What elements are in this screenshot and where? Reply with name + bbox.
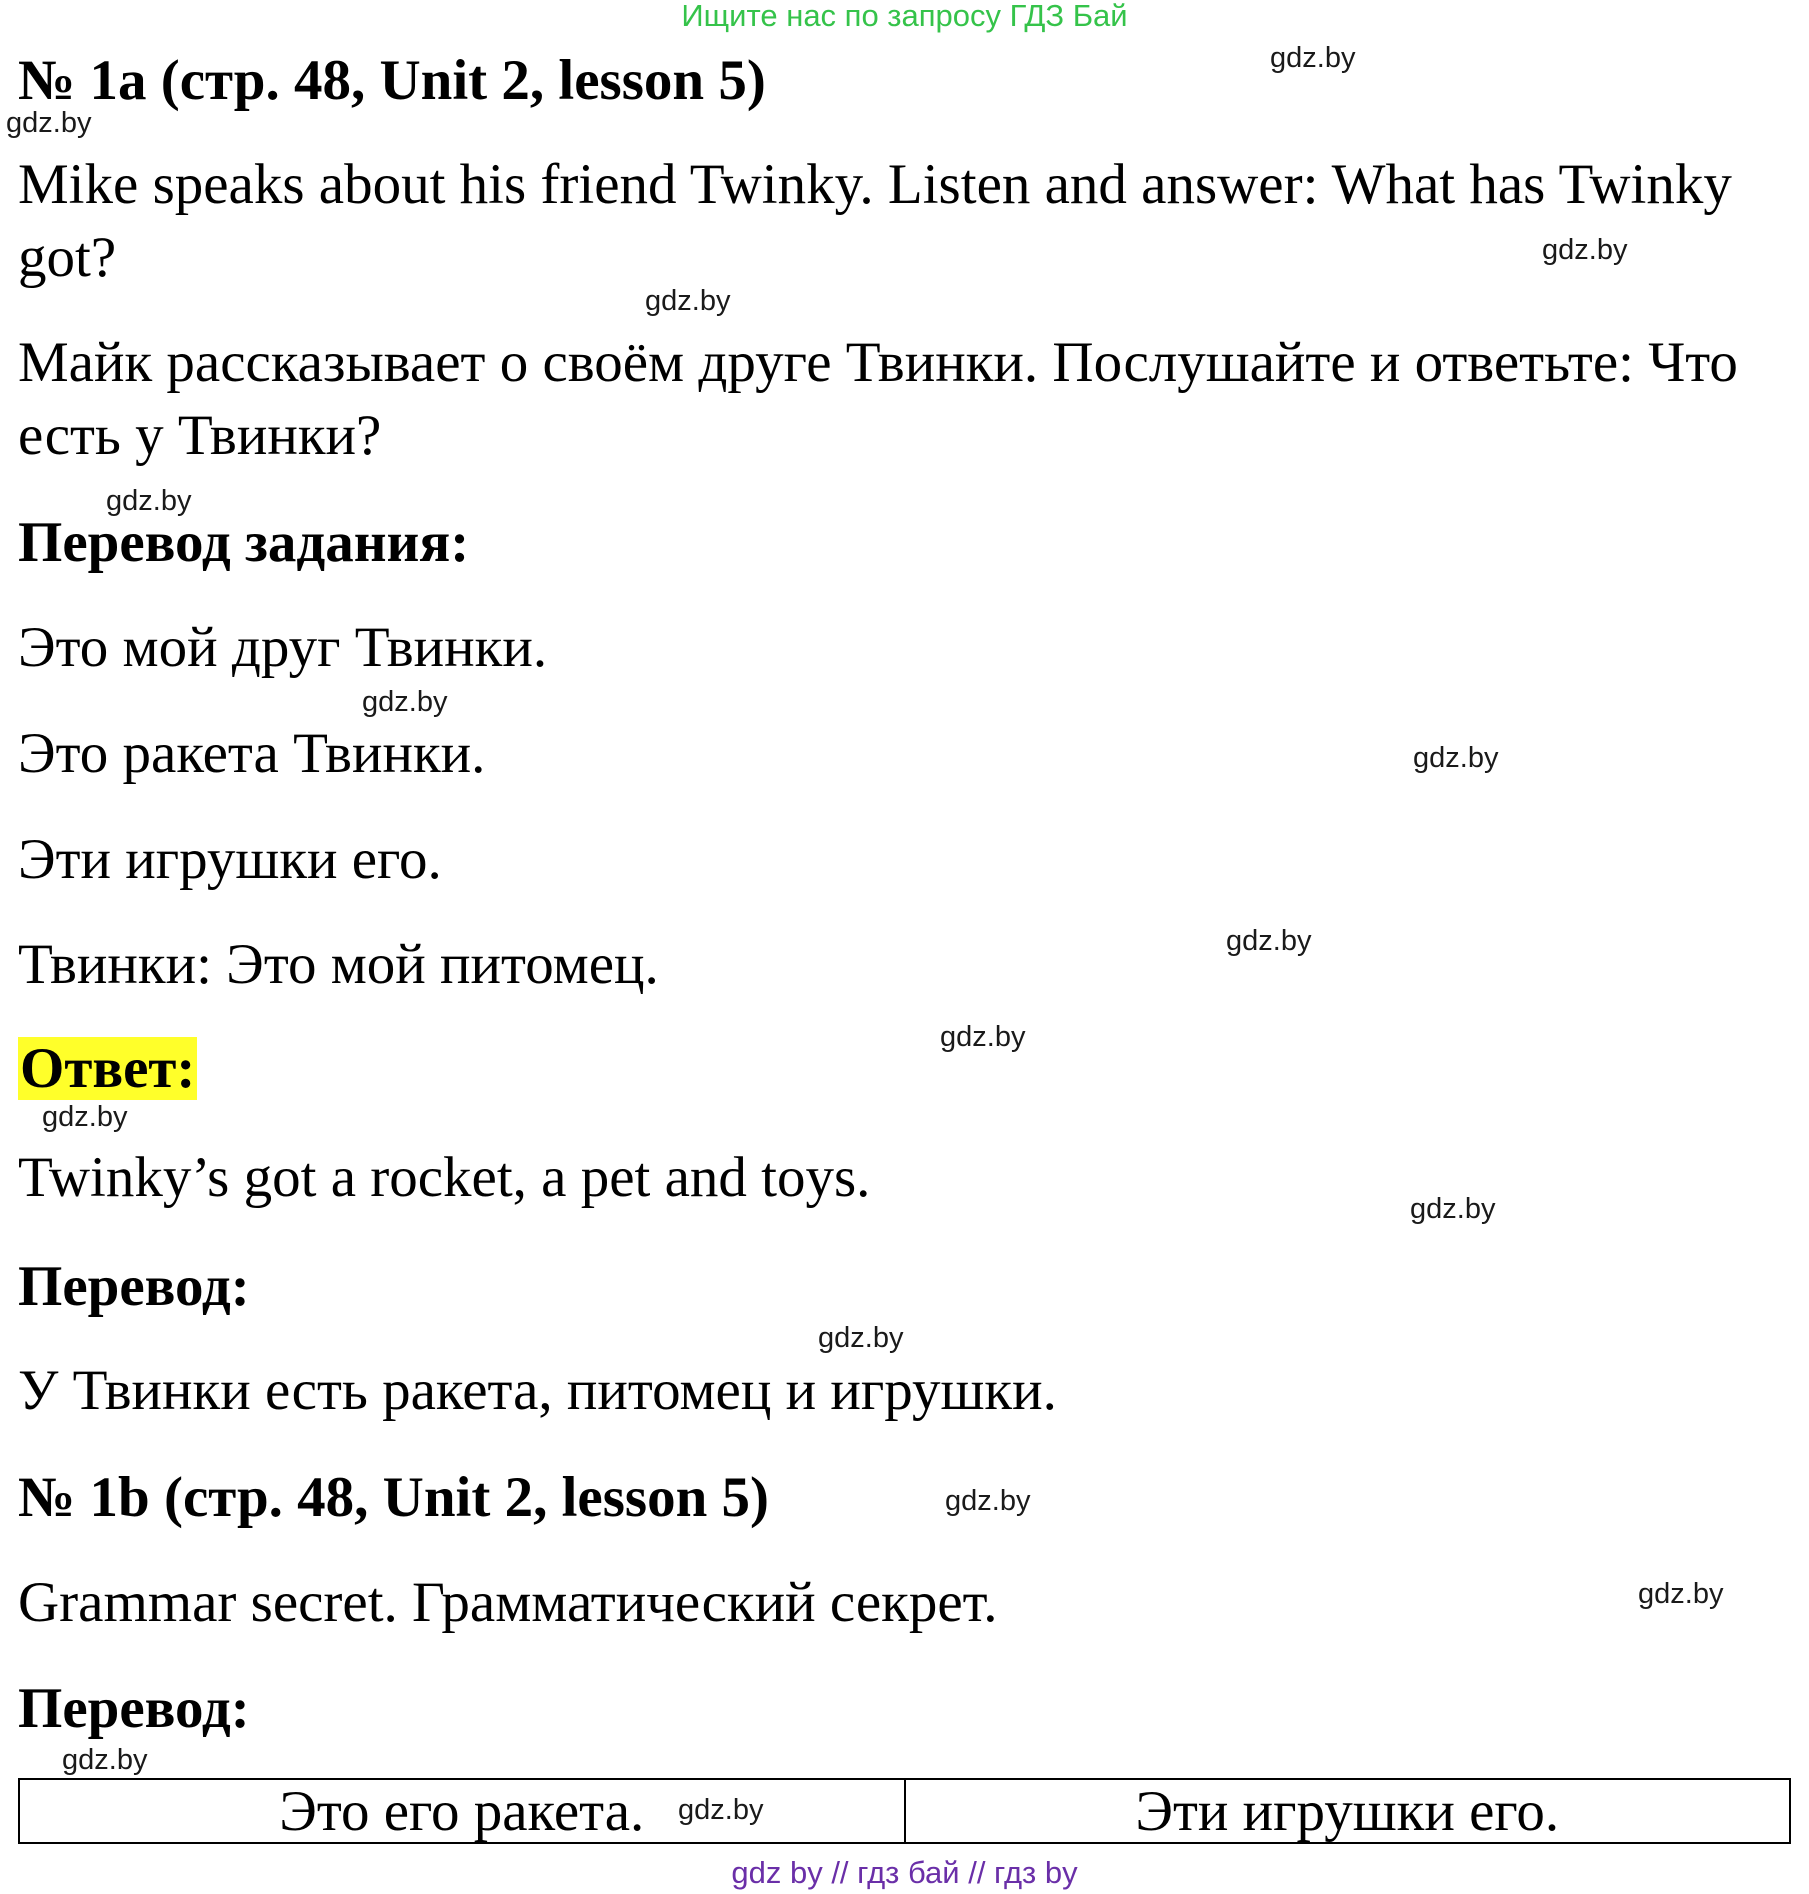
task-1a-heading: № 1a (стр. 48, Unit 2, lesson 5) — [18, 49, 766, 112]
watermark: gdz.by — [1270, 42, 1356, 74]
table-cell: Это его ракета. — [279, 1779, 645, 1843]
task-1a-english-line-2: got? — [18, 226, 117, 289]
task-1b-heading: № 1b (стр. 48, Unit 2, lesson 5) — [18, 1466, 770, 1529]
answer-text: Twinky’s got a rocket, a pet and toys. — [18, 1146, 871, 1209]
answer-label — [18, 1036, 197, 1101]
answer-translation-heading: Перевод: — [18, 1255, 250, 1318]
task-1b-text: Grammar secret. Грамматический секрет. — [18, 1571, 998, 1634]
table-cell: Эти игрушки его. — [904, 1780, 1790, 1842]
watermark: gdz.by — [62, 1744, 148, 1776]
watermark: gdz.by — [6, 107, 92, 139]
translation-line-3: Эти игрушки его. — [18, 828, 442, 891]
watermark: gdz.by — [1638, 1578, 1724, 1610]
task-1a-english-line-1: Mike speaks about his friend Twinky. Listen and answer: What has Twinky — [18, 153, 1732, 216]
top-banner: Ищите нас по запросу ГДЗ Бай — [681, 0, 1128, 33]
task-1a-russian-line-1: Майк рассказывает о своём друге Твинки. Послушайте и ответьте: Что — [18, 331, 1738, 394]
answer-label-text: Ответ: — [20, 1037, 196, 1100]
task-1a-russian-line-2: есть у Твинки? — [18, 404, 382, 467]
watermark: gdz.by — [1226, 925, 1312, 957]
translation-line-4: Твинки: Это мой питомец. — [18, 933, 659, 996]
watermark: gdz.by — [645, 285, 731, 317]
watermark: gdz.by — [1410, 1193, 1496, 1225]
translation-table — [18, 1778, 1791, 1844]
translation-line-2: Это ракета Твинки. — [18, 722, 486, 785]
watermark: gdz.by — [1542, 234, 1628, 266]
watermark: gdz.by — [940, 1021, 1026, 1053]
answer-translation: У Твинки есть ракета, питомец и игрушки. — [18, 1359, 1057, 1422]
watermark: gdz.by — [362, 686, 448, 718]
task-1b-translation-heading: Перевод: — [18, 1677, 250, 1740]
watermark: gdz.by — [818, 1322, 904, 1354]
watermark: gdz.by — [945, 1485, 1031, 1517]
footer-links: gdz by // гдз бай // гдз by — [731, 1855, 1078, 1890]
translation-line-1: Это мой друг Твинки. — [18, 616, 548, 679]
translation-heading: Перевод задания: — [18, 511, 470, 574]
watermark: gdz.by — [1413, 742, 1499, 774]
watermark: gdz.by — [42, 1101, 128, 1133]
watermark: gdz.by — [106, 485, 192, 517]
watermark: gdz.by — [678, 1794, 764, 1826]
